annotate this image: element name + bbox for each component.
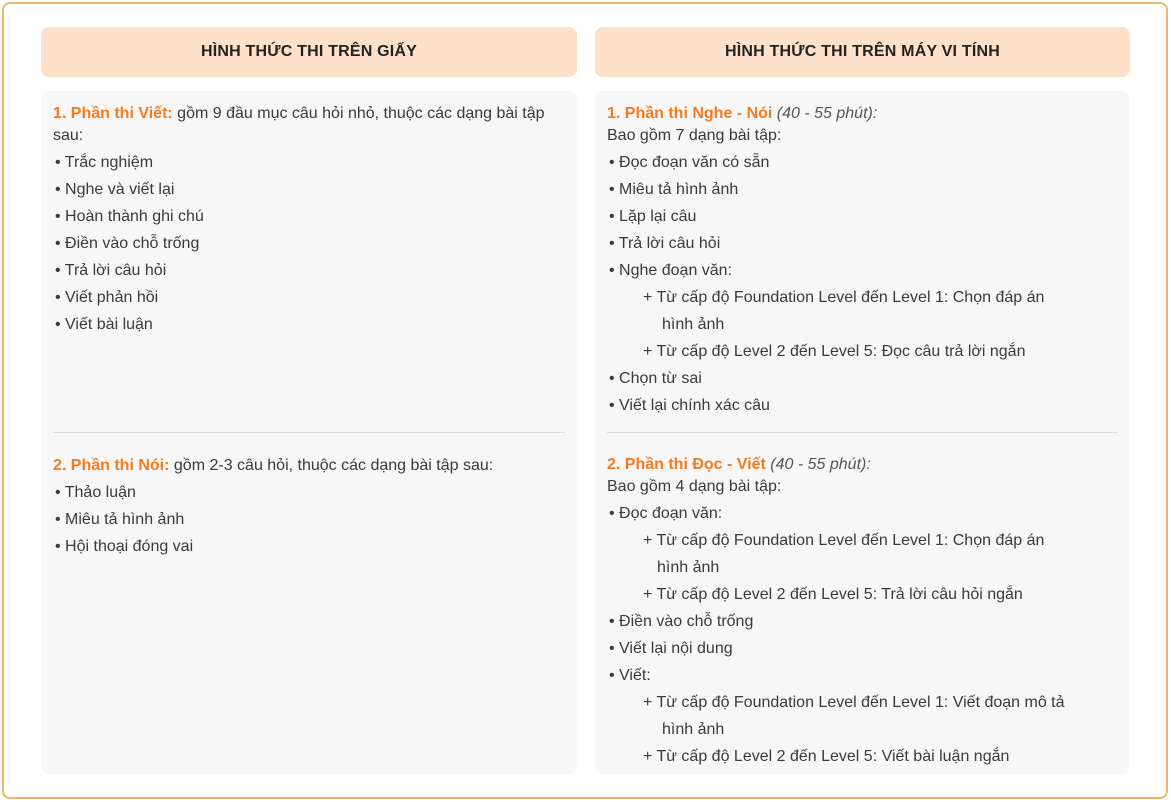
list-item: • Miêu tả hình ảnh [55, 511, 185, 528]
list-item: • Viết phản hồi [55, 289, 159, 306]
paper-writing-section [53, 103, 565, 338]
paper-speaking-title: 2. Phần thi Nói: [53, 457, 170, 474]
computer-rw-intro: Bao gồm 4 dạng bài tập: [607, 478, 782, 495]
list-item: • Trắc nghiệm [55, 154, 154, 171]
list-item: • Viết lại nội dung [609, 640, 733, 657]
computer-rw-title: 2. Phần thi Đọc - Viết [607, 456, 766, 473]
computer-rw-heading [607, 454, 1118, 476]
paper-speaking-intro [53, 452, 565, 479]
list-item: • Chọn từ sai [609, 370, 702, 387]
sub-list-item-continuation: hình ảnh [662, 721, 725, 738]
list-item: • Viết lại chính xác câu [609, 397, 770, 414]
sub-list-item: + Từ cấp độ Foundation Level đến Level 1: Chọn đáp án [643, 289, 1045, 306]
sub-list-item: + Từ cấp độ Foundation Level đến Level 1: Viết đoạn mô tả [643, 694, 1065, 711]
paper-exam-panel [41, 91, 577, 774]
paper-exam-header [41, 27, 577, 77]
computer-ls-intro: Bao gồm 7 dạng bài tập: [607, 127, 782, 144]
paper-exam-header-text: HÌNH THỨC THI TRÊN GIẤY [200, 43, 418, 60]
sub-list-item: + Từ cấp độ Foundation Level đến Level 1: Chọn đáp án [643, 532, 1045, 549]
computer-exam-header-text: HÌNH THỨC THI TRÊN MÁY VI TÍNH [725, 43, 1000, 60]
list-item: • Hoàn thành ghi chú [55, 208, 204, 225]
sub-list-item: + Từ cấp độ Level 2 đến Level 5: Đọc câu trả lời ngắn [643, 343, 1026, 360]
list-item: • Miêu tả hình ảnh [609, 181, 739, 198]
computer-reading-writing-section [607, 454, 1118, 770]
sub-list-item: + Từ cấp độ Level 2 đến Level 5: Viết bài luận ngắn [643, 748, 1010, 765]
computer-exam-panel [595, 91, 1130, 774]
list-item: • Nghe đoạn văn: [609, 262, 733, 279]
computer-ls-title: 1. Phần thi Nghe - Nói [607, 105, 773, 122]
list-item: • Thảo luận [55, 484, 136, 501]
section-divider [607, 432, 1118, 433]
computer-exam-header [595, 27, 1130, 77]
paper-writing-intro [53, 103, 565, 147]
sub-list-item-continuation: hình ảnh [657, 559, 720, 576]
list-item: • Đọc đoạn văn có sẵn [609, 154, 770, 171]
computer-ls-heading [607, 103, 1118, 125]
computer-rw-list [607, 500, 1118, 770]
list-item: • Nghe và viết lại [55, 181, 175, 198]
computer-ls-duration: (40 - 55 phút): [772, 105, 878, 122]
list-item: • Lặp lại câu [609, 208, 697, 225]
computer-rw-duration: (40 - 55 phút): [765, 456, 871, 473]
computer-listening-speaking-section [607, 103, 1118, 419]
list-item: • Trả lời câu hỏi [55, 262, 167, 279]
paper-speaking-desc: gồm 2-3 câu hỏi, thuộc các dạng bài tập sau: [169, 457, 494, 474]
section-divider [53, 432, 565, 433]
paper-writing-title: 1. Phần thi Viết: [53, 105, 173, 122]
list-item: • Trả lời câu hỏi [609, 235, 721, 252]
list-item: • Điền vào chỗ trống [55, 235, 200, 252]
paper-speaking-section [53, 452, 565, 560]
sub-list-item-continuation: hình ảnh [662, 316, 725, 333]
paper-writing-list [53, 149, 565, 338]
list-item: • Viết bài luận [55, 316, 153, 333]
list-item: • Hội thoại đóng vai [55, 538, 194, 555]
sub-list-item: + Từ cấp độ Level 2 đến Level 5: Trả lời câu hỏi ngắn [643, 586, 1023, 603]
list-item: • Đọc đoạn văn: [609, 505, 723, 522]
list-item: • Viết: [609, 667, 651, 684]
list-item: • Điền vào chỗ trống [609, 613, 754, 630]
computer-ls-list [607, 149, 1118, 419]
paper-writing-desc: gồm 9 đầu mục câu hỏi nhỏ, thuộc các dạng bài tập sau: [53, 105, 545, 144]
